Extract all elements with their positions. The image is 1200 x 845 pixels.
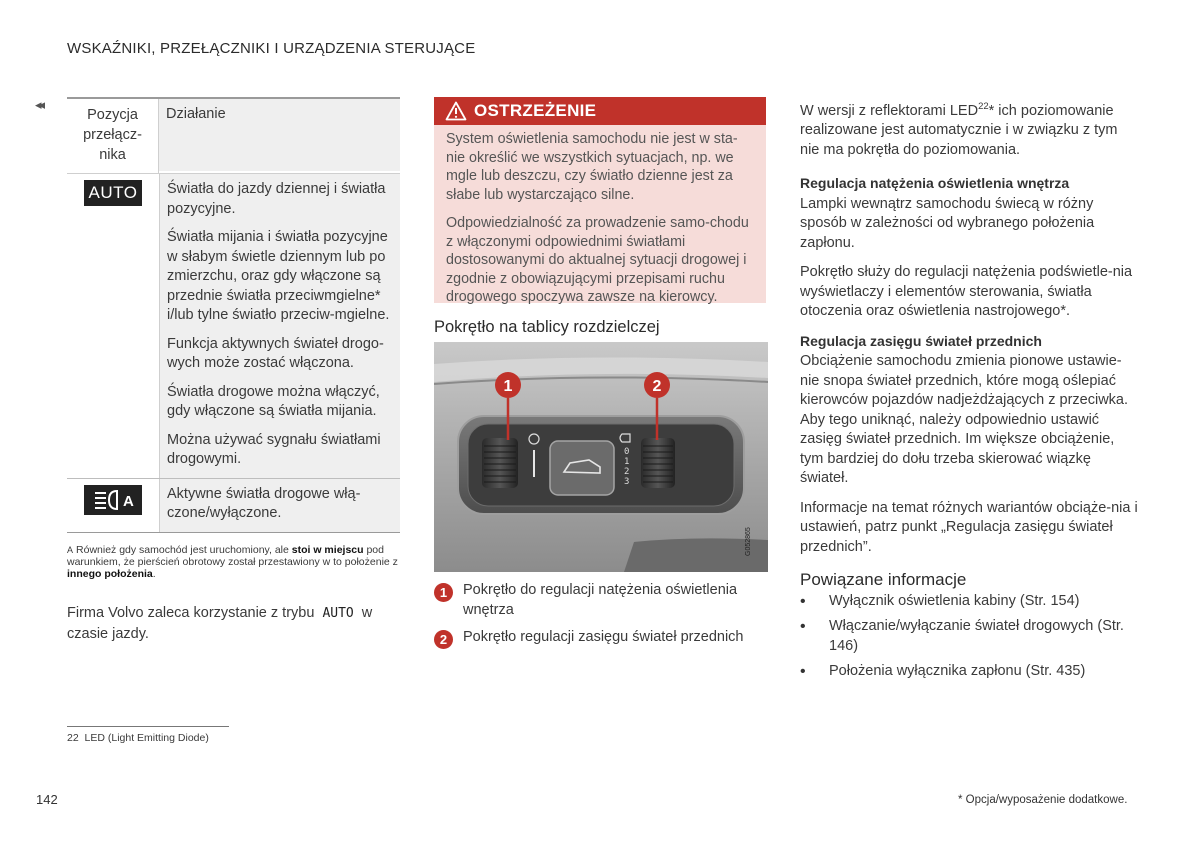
scale-label: 2 [624,467,630,477]
row-text: Można używać sygnału światłami drogowymi. [167,431,381,467]
related-link[interactable]: • Włączanie/wyłączanie świateł drogowych (Str. 146) [800,617,1140,656]
table-row [67,479,400,533]
switch-position-table [67,97,400,533]
dashboard-controls-photo [434,342,768,572]
scale-label: 1 [624,457,630,467]
legend-number: 2 [434,630,453,649]
footnote-divider [67,726,229,727]
col-action-header: Działanie [159,99,400,171]
photo-legend [434,581,768,656]
auto-badge: AUTO [84,180,142,206]
table-footnote: A Również gdy samochód jest uruchomiony, ale stoi w miejscu pod warunkiem, że pierścień obrotowy został przestawiony w to położenie z innego położenia. [67,544,398,580]
legend-text: Pokrętło do regulacji natężenia oświetlenia wnętrza [463,582,738,618]
range-paragraph: Obciążenie samochodu zmienia pionowe ustawie-nie snopa świateł przednich, które mogą oślepiać kierowców pojazdów nadjeżdżających z przeciwka. Aby tego uniknąć, należy odpowiednio ustawić zasięg świateł przednich. Im większe obciążenie, tym bardziej do dołu trzeba skierować wiązkę świateł. [800,353,1129,487]
interior-paragraph: Pokrętło służy do regulacji natężenia podświetle-nia wyświetlaczy i elementów sterowania, światła otoczenia oraz oświetlenia nastrojowego*. [800,264,1133,320]
dashboard-knob-heading: Pokrętło na tablicy rozdzielczej [434,318,660,336]
svg-text:A: A [123,492,134,510]
back-arrows-icon[interactable]: ◂◂ [35,97,43,112]
right-column [800,97,1140,688]
row-text: Światła mijania i światła pozycyjne w słabym świetle dziennym lub po zmierzchu, oraz gdy włączone są przednie światła przeciwmgielne* i/lub tylne światło przeciw-mgielne. [167,229,390,323]
callout-1-label: 1 [503,378,513,395]
table-row [67,174,400,479]
auto-mode-label: AUTO [322,606,354,621]
callout-2-label: 2 [652,378,662,395]
interior-light-heading: Regulacja natężenia oświetlenia wnętrza [800,175,1070,192]
page-header: WSKAŹNIKI, PRZEŁĄCZNIKI I URZĄDZENIA STERUJĄCE [67,40,476,57]
scale-label: 3 [624,477,630,487]
optional-equipment-note: * Opcja/wyposażenie dodatkowe. [958,794,1128,806]
row-text: Aktywne światła drogowe włą-czone/wyłączone. [167,485,361,521]
related-info-heading: Powiązane informacje [800,570,967,590]
led-paragraph: W wersji z reflektorami LED$^{22}$* ich poziomowanie realizowane jest automatycznie i w związku z tym nie ma pokrętła do poziomowania. [800,101,1118,158]
col-position-header: Pozycja przełącz-nika [67,99,159,173]
active-high-beam-icon [84,485,142,515]
warning-text: Odpowiedzialność za prowadzenie samo-chodu z włączonymi odpowiednimi światłami dostosowanymi do aktualnej sytuacji drogowej i zgodnie z obowiązującymi przepisami ruchu drogowego spoczywa zawsze na kierowcy. [446,215,749,305]
interior-paragraph: Lampki wewnątrz samochodu świecą w różny sposób w zależności od wybranego położenia zapłonu. [800,195,1095,251]
volvo-recommendation: Firma Volvo zaleca korzystanie z trybu AUTO w czasie jazdy. [67,605,373,642]
photo-code: G052865 [745,527,752,556]
page-number: 142 [36,792,58,807]
list-item [434,581,768,620]
row-text: Światła do jazdy dziennej i światła pozycyjne. [167,181,386,217]
related-link[interactable]: • Wyłącznik oświetlenia kabiny (Str. 154) [800,592,1140,612]
warning-title: OSTRZEŻENIE [474,101,597,120]
headlight-range-heading: Regulacja zasięgu świateł przednich [800,332,1042,349]
list-item [434,628,768,648]
warning-text: System oświetlenia samochodu nie jest w sta-nie określić we wszystkich sytuacjach, np. we mgle lub deszczu, czy światło dzienne jest za słabe lub wystarczająco silne. [446,131,738,203]
scale-label: 0 [624,447,630,457]
row-text: Światła drogowe można włączyć, gdy włączone są światła mijania. [167,383,380,419]
warning-header [434,97,766,125]
table-header-row [67,99,400,174]
range-paragraph: Informacje na temat różnych wariantów obciąże-nia i ustawień, patrz punkt „Regulacja zasięgu świateł przednich”. [800,499,1138,555]
warning-body [434,125,766,303]
legend-number: 1 [434,583,453,602]
page-footnote: 22 LED (Light Emitting Diode) [67,732,209,744]
legend-text: Pokrętło regulacji zasięgu świateł przednich [463,629,744,645]
warning-triangle-icon [445,101,467,121]
row-text: Funkcja aktywnych świateł drogo-wych może zostać włączona. [167,335,384,371]
related-links [800,592,1140,682]
related-link[interactable]: • Położenia wyłącznika zapłonu (Str. 435) [800,662,1140,682]
